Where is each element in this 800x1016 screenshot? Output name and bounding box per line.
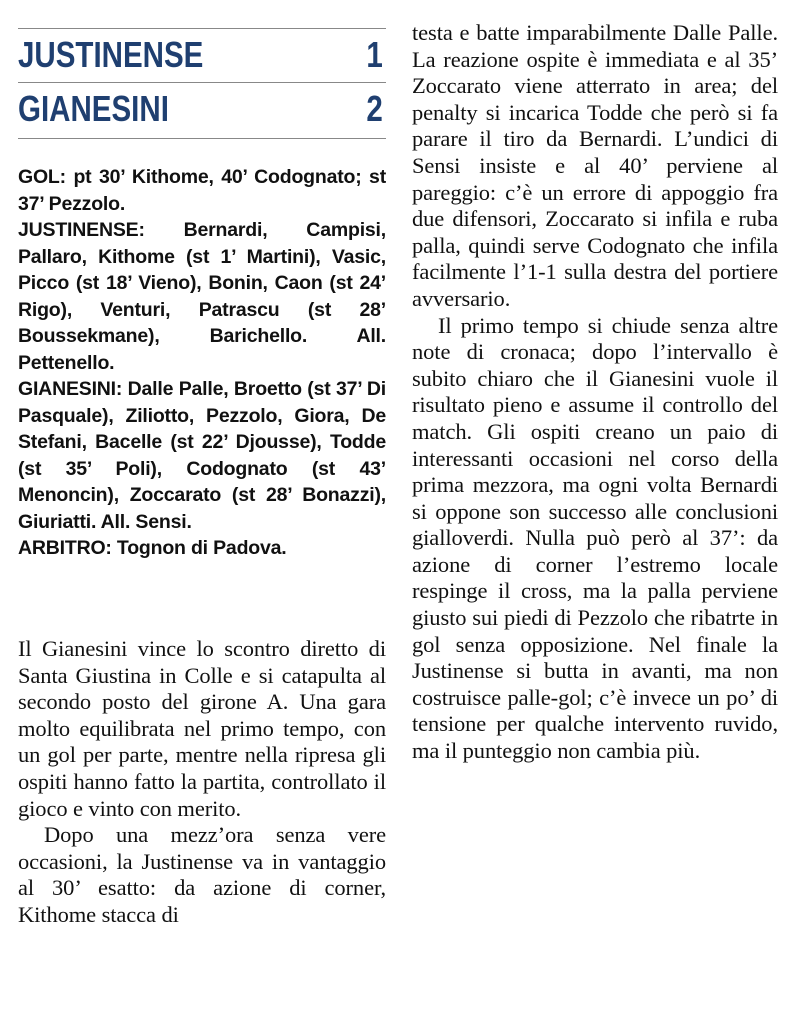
article-right-part	[412, 20, 778, 765]
score-top-rule	[18, 28, 386, 29]
away-lineup: GIANESINI: Dalle Palle, Broetto (st 37’ Di Pasquale), Ziliotto, Pezzolo, Giora, De Stefani, Bacelle (st 22’ Djousse), Todde (st 35’ Poli), Codognato (st 43’ Menoncin), Zoccarato (st 28’ Bonazzi), Giuriatti. All. Sensi.	[18, 378, 386, 533]
score-middle-rule	[18, 82, 386, 83]
score-bottom-rule	[18, 138, 386, 139]
referee-line: ARBITRO: Tognon di Padova.	[18, 537, 287, 559]
away-team-goals: 2	[366, 88, 383, 129]
home-team-goals: 1	[366, 34, 383, 75]
article-paragraph-2-end: testa e batte imparabilmente Dalle Palle. La reazione ospite è immediata e al 35’ Zoccarato viene atterrato in area; del penalty si incarica Todde che però si fa parare il tiro da Bernardi. L’undici di Sensi insiste e al 40’ perviene al pareggio: c’è un errore di appoggio fra due difensori, Zoccarato si infila e ruba palla, quindi serve Codognato che infila facilmente l’1-1 sulla destra del portiere avversario.	[412, 20, 778, 311]
article-paragraph-2-start: Dopo una mezz’ora senza vere occasioni, la Justinense va in vantaggio al 30’ esatto: da azione di corner, Kithome stacca di	[18, 822, 386, 927]
away-team-name: GIANESINI	[18, 88, 169, 129]
score-row-away	[18, 84, 386, 134]
match-report-box	[18, 164, 386, 562]
right-column	[412, 0, 778, 1016]
score-row-home	[18, 30, 386, 80]
article-paragraph-1: Il Gianesini vince lo scontro diretto di Santa Giustina in Colle e si catapulta al secondo posto del girone A. Una gara molto equilibrata nel primo tempo, con un gol per parte, mentre nella ripresa gli ospiti hanno fatto la partita, controllato il gioco e vinto con merito.	[18, 636, 386, 821]
home-team-name: JUSTINENSE	[18, 34, 204, 75]
left-column	[18, 0, 386, 1016]
home-lineup: JUSTINENSE: Bernardi, Campisi, Pallaro, Kithome (st 1’ Martini), Vasic, Picco (st 18’ Vieno), Bonin, Caon (st 24’ Rigo), Venturi, Patrascu (st 28’ Boussekmane), Barichello. All. Pettenello.	[18, 219, 386, 374]
article-left-part	[18, 636, 386, 929]
article-paragraph-3: Il primo tempo si chiude senza altre note di cronaca; dopo l’intervallo è subito chiaro che il Gianesini vuole il risultato pieno e assume il controllo del match. Gli ospiti creano un paio di interessanti occasioni nel corso della prima mezzora, ma ogni volta Bernardi si oppone son successo alle conclusioni gialloverdi. Nulla può però al 37’: da azione di corner l’estremo locale respinge il cross, ma la palla perviene giusto sui piedi di Pezzolo che ribatrte in gol senza opposizione. Nel finale la Justinense si butta in avanti, ma non costruisce palle-gol; c’è invece un po’ di tensione per qualche intervento ruvido, ma il punteggio non cambia più.	[412, 312, 778, 764]
goals-line: GOL: pt 30’ Kithome, 40’ Codognato; st 37’ Pezzolo.	[18, 166, 386, 215]
